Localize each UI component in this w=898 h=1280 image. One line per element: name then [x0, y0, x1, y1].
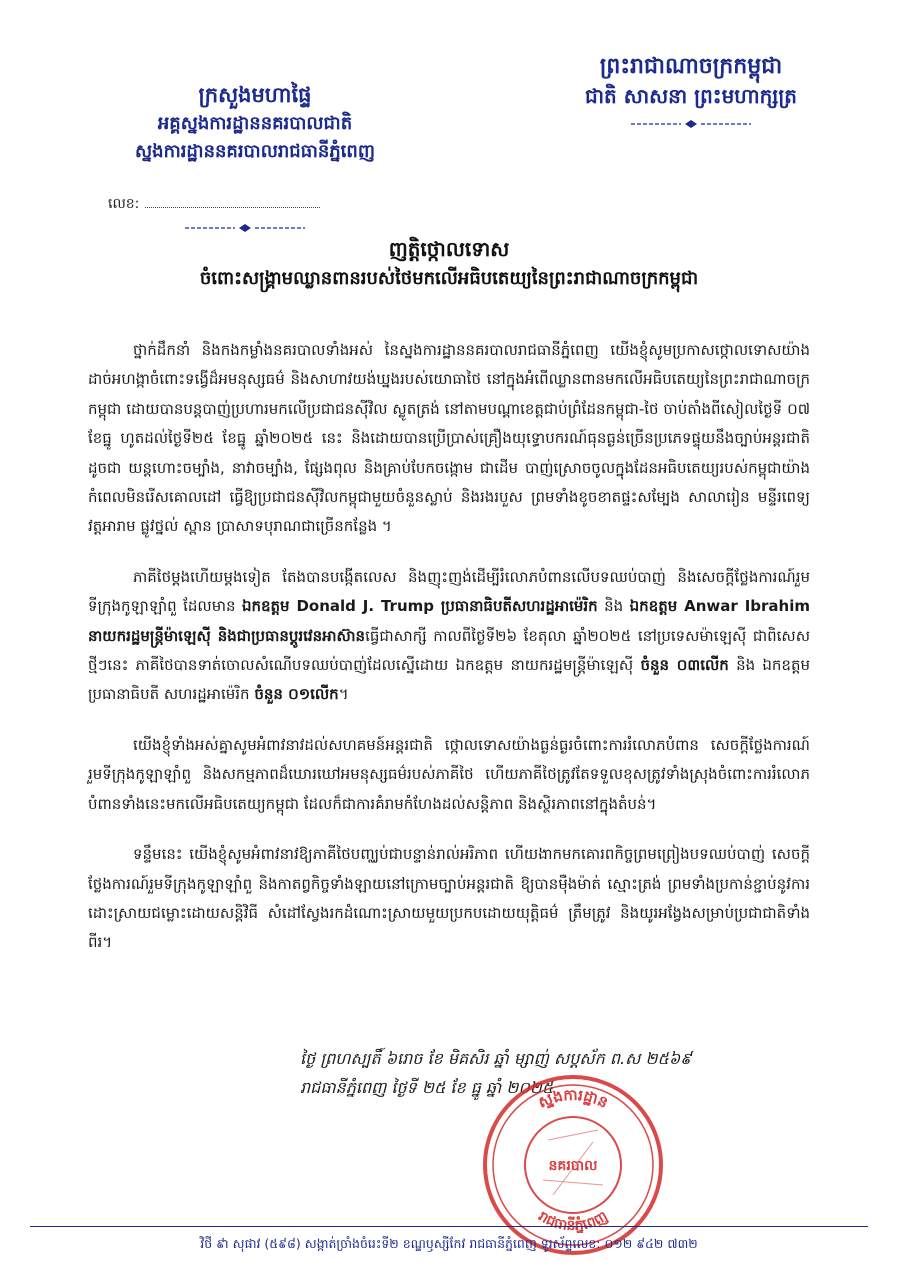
reference-number — [108, 194, 320, 215]
petition-title — [0, 234, 898, 294]
p2-bold-anwar: ឯកឧត្តម Anwar Ibrahim នាយករដ្ឋមន្ត្រីម៉ាឡេស៊ី និងជាប្រធានប្តូរវេនអាស៊ាន — [88, 597, 810, 645]
kingdom-name: ព្រះរាជាណាចក្រកម្ពុជា — [599, 54, 783, 79]
paragraph-2 — [88, 563, 810, 710]
lunar-date: ថ្ងៃ ព្រហស្បតិ៍ ៦រោច ខែ មិគសិរ ឆ្នាំ ម្សាញ់ សប្តស័ក ព.ស ២៥៦៩ — [300, 1049, 692, 1068]
national-motto: ជាតិ សាសនា ព្រះមហាក្សត្រ — [585, 84, 797, 108]
p2-text-c: និង — [597, 597, 630, 616]
footer-address: វិថី ៩ា សុផាវ (៥៩៨) សង្កាត់ច្រាំងចំរេះទី២ ខណ្ឌឫស្សីកែវ រាជធានីភ្នំពេញ ទូរស័ព្ទលេខ: ០១២ ៩៤២ ៧៣២ — [200, 1236, 698, 1251]
paragraph-1: ថ្នាក់ដឹកនាំ និងកងកម្លាំងនគរបាលទាំងអស់ នៃស្នងការដ្ឋាននគរបាលរាជធានីភ្នំពេញ យើងខ្ញុំសូមប្រកាសថ្កោលទោសយ៉ាងដាច់អហង្កាចំពោះទង្វើដ៏អមនុស្សធម៌ និងសាហាវយង់ឃ្នងរបស់យោធាថៃ នៅក្នុងអំពើឈ្លានពានមកលើអធិបតេយ្យនៃព្រះរាជាណាចក្រកម្ពុជា ដោយបានបន្តបាញ់ប្រហារមកលើប្រជាជនស៊ីវិល ស្លូតត្រង់ នៅតាមបណ្តាខេត្តជាប់ព្រំដែនកម្ពុជា-ថៃ ចាប់តាំងពីសៀលថ្ងៃទី ០៧ ខែធ្នូ ហូតដល់ថ្ងៃទី២៥ ខែធ្នូ ឆ្នាំ២០២៥ នេះ និងដោយបានប្រើប្រាស់គ្រឿងយុទ្ធោបករណ៍ធុនធ្ងន់ច្រើនប្រភេទផ្ទុយនឹងច្បាប់អន្តរជាតិ ដូចជា យន្តហោះចម្បាំង, នាវាចម្បាំង, ផ្សែងពុល និងគ្រាប់បែកចង្កោម ជាដើម បាញ់ស្រោចចូលក្នុងដែនអធិបតេយ្យរបស់កម្ពុជាយ៉ាងកំពេលមិនរើសគោលដៅ ធ្វើឱ្យប្រជាជនស៊ីវិលកម្ពុជាមួយចំនួនស្លាប់ និងរងរបួស ព្រមទាំងខូចខាតផ្ទះសម្បែង សាលារៀន មន្ទីរពេទ្យ វត្តអារាម ផ្លូវថ្នល់ ស្ពាន ប្រាសាទបុរាណជាច្រើនកន្លែង ។ — [88, 341, 810, 536]
ministry-name: ក្រសួងមហាផ្ទៃ — [198, 83, 312, 107]
p2-bold-count-3: ចំនួន ០៣លើក — [640, 656, 729, 675]
stamp-seal-icon — [478, 1070, 668, 1260]
ornament-divider — [546, 118, 836, 134]
ornament-icon — [631, 118, 751, 130]
petition-body — [88, 336, 810, 979]
svg-text:រាជធានីភ្នំពេញ: រាជធានីភ្នំពេញ — [535, 1208, 611, 1235]
p2-bold-trump: ឯកឧត្តម Donald J. Trump ប្រធានាធិបតីសហរដ្ឋអាម៉េរិក — [241, 597, 598, 616]
reference-label: លេខ: — [108, 196, 140, 212]
paragraph-3: យើងខ្ញុំទាំងអស់គ្នាសូមអំពាវនាវដល់សហគមន៍អន្តរជាតិ ថ្កោលទោសយ៉ាងធ្ងន់ធ្ងរចំពោះការរំលោភបំពាន សេចក្តីថ្លែងការណ៍រួមទីក្រុងកូឡាឡាំពួ និងសកម្មភាពដ៏ឃោរឃៅអមនុស្សធម៌របស់ភាគីថៃ ហើយភាគីថៃត្រូវតែទទួលខុសត្រូវទាំងស្រុងចំពោះការរំលោភបំពានទាំងនេះមកលើអធិបតេយ្យកម្ពុជា ដែលក៏ជាការគំរាមកំហែងដល់សន្តិភាព និងស្ថិរភាពនៅក្នុងតំបន់។ — [88, 735, 810, 813]
p2-text-a: ភាគីថៃម្តងហើយម្តងទៀត តែងបានបង្កើតលេស និងញុះញង់ដើម្បីរំលោភបំពានលើបទឈប់បាញ់ និងសេចក្តីថ្លែងការណ៍រួមទីក្រុងកូឡាឡាំពួ ដែលមាន — [88, 567, 810, 616]
reference-blank — [145, 195, 320, 208]
svg-text:នគរបាល: នគរបាល — [548, 1158, 598, 1174]
commissariat-name: ស្នងការដ្ឋាននគរបាលរាជធានីភ្នំពេញ — [135, 141, 375, 162]
svg-text:ស្នងការដ្ឋាន: ស្នងការដ្ឋាន — [535, 1085, 611, 1112]
p2-text-f: ។ — [338, 685, 349, 704]
p2-text-d: ធ្វើជាសាក្សី កាលពីថ្ងៃទី២៦ ខែតុលា ឆ្នាំ២០២៥ នៅប្រទេសម៉ាឡេស៊ី ជាពិសេសថ្មីៗនេះ ភាគីថៃបានទាត់ចោលសំណើបទឈប់បាញ់ដែលស្នើដោយ ឯកឧត្តម នាយករដ្ឋមន្ត្រីម៉ាឡេស៊ី — [88, 626, 810, 675]
kingdom-header — [546, 52, 836, 134]
solar-date: រាជធានីភ្នំពេញ ថ្ងៃទី ២៥ ខែ ធ្នូ ឆ្នាំ ២០២៥ — [300, 1078, 554, 1097]
p2-text-e: និង ឯកឧត្តម ប្រធានាធិបតី សហរដ្ឋអាម៉េរិក — [88, 656, 810, 704]
title-line-2: ចំពោះសង្គ្រាមឈ្លានពានរបស់ថៃមកលើអធិបតេយ្យនៃព្រះរាជាណាចក្រកម្ពុជា — [199, 268, 699, 289]
p2-bold-count-1: ចំនួន ០១លើក — [254, 685, 339, 704]
title-line-1: ញត្តិថ្កោលទោស — [388, 237, 510, 261]
paragraph-4: ទន្ទឹមនេះ យើងខ្ញុំសូមអំពាវនាវឱ្យភាគីថៃបញ្ឈប់ជាបន្ទាន់រាល់អរិភាព ហើយងាកមកគោរពកិច្ចព្រមព្រៀងបទឈប់បាញ់ សេចក្តីថ្លែងការណ៍រួមទីក្រុងកូឡាឡាំពួ និងកាតព្វកិច្ចទាំងឡាយនៅក្រោមច្បាប់អន្តរជាតិ ឱ្យបានម៉ឺងម៉ាត់ ស្មោះត្រង់ ព្រមទាំងប្រកាន់ខ្ជាប់នូវការដោះស្រាយជម្លោះដោយសន្តិវិធី សំដៅស្វែងរកដំណោះស្រាយមួយប្រកបដោយយុត្តិធម៌ ត្រឹមត្រូវ និងយូរអង្វែងសម្រាប់ប្រជាជាតិទាំងពីរ។ — [88, 845, 810, 952]
ministry-header — [95, 80, 415, 166]
general-commissariat-name: អគ្គស្នងការដ្ឋាននគរបាលជាតិ — [157, 113, 353, 134]
footer-divider — [30, 1226, 868, 1227]
official-stamp — [478, 1070, 668, 1260]
ornament-icon — [185, 222, 305, 234]
